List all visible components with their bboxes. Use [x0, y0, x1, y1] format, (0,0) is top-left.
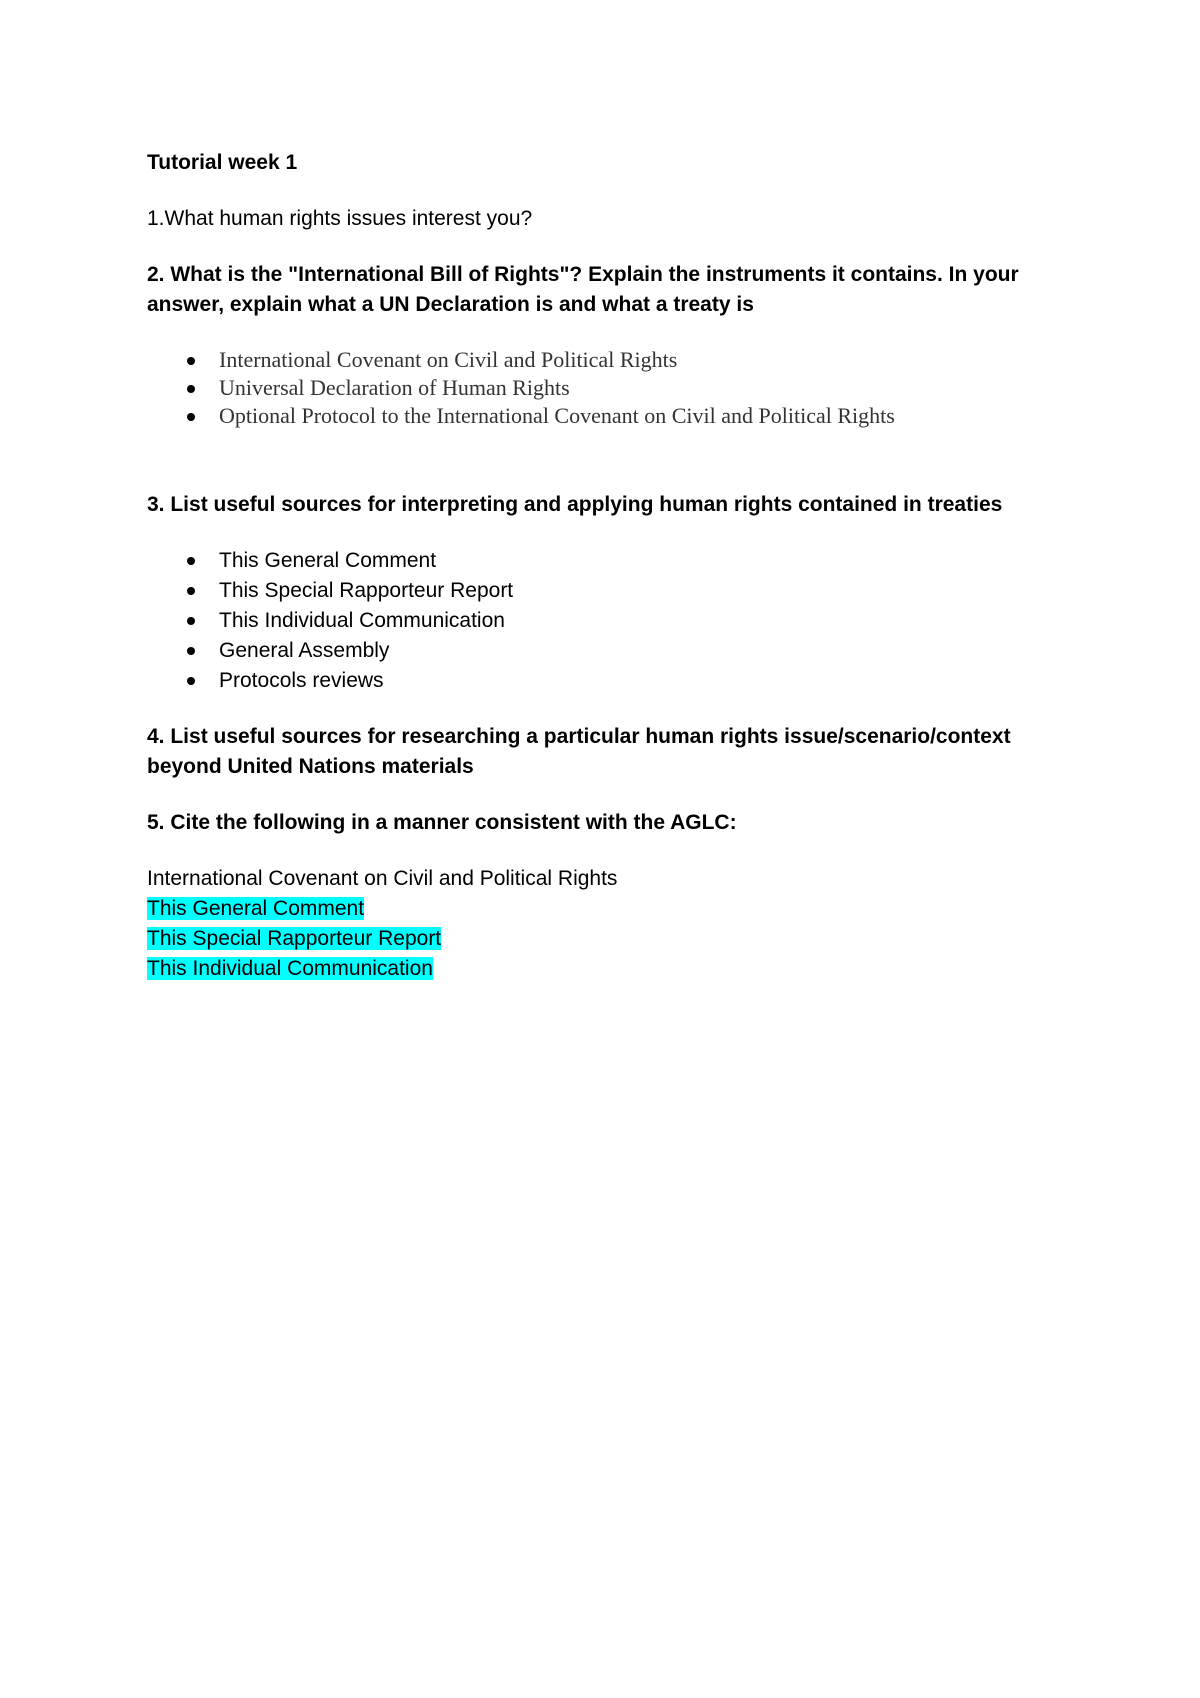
- question-2: 2. What is the "International Bill of Rights"? Explain the instruments it contains. In your answer, explain what a UN Declaration is and what a treaty is: [147, 263, 1019, 316]
- question-3: 3. List useful sources for interpreting and applying human rights contained in treaties: [147, 493, 1003, 516]
- list-item: General Assembly: [219, 636, 1067, 666]
- list-item: This Individual Communication: [219, 606, 1067, 636]
- list-item: Protocols reviews: [219, 666, 1067, 696]
- highlighted-text: This Individual Communication: [147, 957, 433, 980]
- question-2-list: [147, 346, 1067, 430]
- list-item: International Covenant on Civil and Political Rights: [219, 346, 1067, 374]
- question-4: 4. List useful sources for researching a particular human rights issue/scenario/context beyond United Nations materials: [147, 725, 1011, 778]
- highlighted-text: This Special Rapporteur Report: [147, 927, 442, 950]
- question-5: 5. Cite the following in a manner consistent with the AGLC:: [147, 811, 737, 834]
- citation-item-highlighted: [147, 954, 1067, 984]
- question-3-list: [147, 546, 1067, 696]
- list-item: This General Comment: [219, 546, 1067, 576]
- document-page: [147, 148, 1067, 984]
- citation-item: [147, 864, 1067, 894]
- citation-list: [147, 864, 1067, 984]
- citation-text: International Covenant on Civil and Political Rights: [147, 867, 618, 890]
- citation-item-highlighted: [147, 894, 1067, 924]
- highlighted-text: This General Comment: [147, 897, 365, 920]
- list-item: Optional Protocol to the International Covenant on Civil and Political Rights: [219, 402, 1067, 430]
- question-1: 1.What human rights issues interest you?: [147, 207, 533, 230]
- list-item: This Special Rapporteur Report: [219, 576, 1067, 606]
- citation-item-highlighted: [147, 924, 1067, 954]
- document-title: Tutorial week 1: [147, 151, 298, 174]
- list-item: Universal Declaration of Human Rights: [219, 374, 1067, 402]
